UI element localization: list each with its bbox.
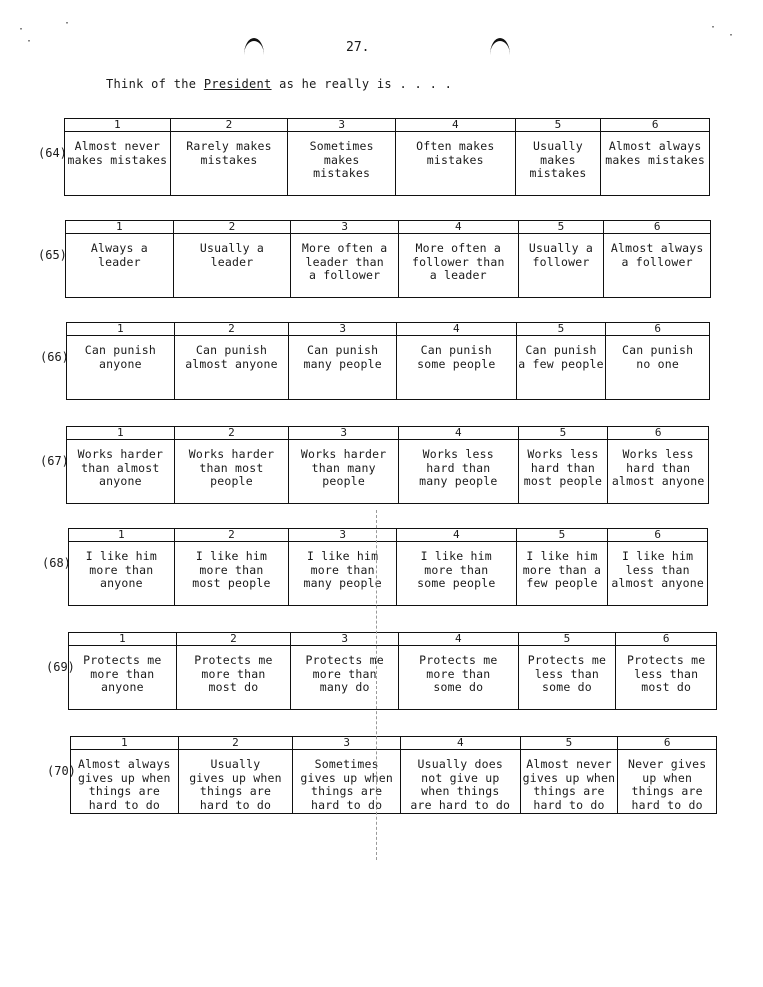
scale-number: 4	[397, 323, 516, 336]
scale-number: 1	[67, 427, 174, 440]
option-text: Usually a leader	[199, 241, 265, 269]
scan-speck: ·	[26, 36, 33, 47]
scale-number: 4	[401, 737, 520, 750]
scale-option[interactable]	[616, 633, 716, 709]
rating-item	[0, 426, 763, 514]
scan-speck: ·	[64, 18, 71, 29]
scale-number: 1	[66, 221, 173, 234]
scale-number: 5	[517, 529, 608, 542]
option-text: Often makes mistakes	[416, 139, 495, 167]
option-text: Sometimes makes mistakes	[309, 139, 374, 180]
rating-item	[0, 118, 763, 206]
item-number: (67)	[40, 454, 69, 468]
scale-number: 2	[177, 633, 291, 646]
option-text: Almost always a follower	[610, 241, 704, 269]
option-text: Works harder than almost anyone	[77, 447, 164, 488]
option-text: Can punish no one	[622, 343, 694, 371]
scale-option[interactable]	[606, 323, 709, 399]
option-text: I like him more than anyone	[85, 549, 157, 590]
scale-option[interactable]	[399, 633, 519, 709]
scale-option[interactable]	[516, 119, 602, 195]
binding-hole-mark	[244, 38, 264, 55]
rating-scale	[68, 632, 717, 710]
item-number: (69)	[46, 660, 75, 674]
scale-option[interactable]	[291, 221, 399, 297]
option-text: Rarely makes mistakes	[186, 139, 272, 167]
option-text: Works less hard than almost anyone	[611, 447, 705, 488]
scale-option[interactable]	[519, 427, 609, 503]
scale-option[interactable]	[519, 221, 605, 297]
rating-scale	[64, 118, 710, 196]
option-text: I like him more than most people	[192, 549, 271, 590]
scale-number: 3	[291, 633, 398, 646]
option-text: Almost never makes mistakes	[67, 139, 168, 167]
scale-number: 2	[179, 737, 293, 750]
scale-number: 1	[67, 323, 174, 336]
scale-number: 6	[618, 737, 716, 750]
scale-option[interactable]	[399, 221, 519, 297]
item-number: (65)	[38, 248, 67, 262]
scale-option[interactable]	[69, 633, 177, 709]
fold-line	[376, 510, 377, 860]
scale-number: 3	[293, 737, 400, 750]
item-number: (64)	[38, 146, 67, 160]
option-text: I like him more than a few people	[522, 549, 602, 590]
scale-option[interactable]	[65, 119, 171, 195]
scale-number: 2	[171, 119, 288, 132]
scale-number: 6	[608, 529, 707, 542]
scale-option[interactable]	[604, 221, 710, 297]
option-text: Works less hard than many people	[419, 447, 498, 488]
option-text: More often a leader than a follower	[301, 241, 388, 282]
scale-option[interactable]	[519, 633, 617, 709]
scale-number: 2	[175, 323, 289, 336]
scale-option[interactable]	[401, 737, 521, 813]
option-text: More often a follower than a leader	[411, 241, 505, 282]
option-text: Works harder than many people	[300, 447, 387, 488]
scale-number: 1	[69, 633, 176, 646]
scale-option[interactable]	[396, 119, 516, 195]
option-text: Works less hard than most people	[523, 447, 603, 488]
scale-option[interactable]	[289, 529, 397, 605]
option-text: Almost always makes mistakes	[605, 139, 706, 167]
option-text: Can punish anyone	[84, 343, 156, 371]
rating-item	[0, 632, 763, 720]
instruction-emphasis: President	[203, 77, 272, 91]
scale-number: 6	[608, 427, 708, 440]
scale-option[interactable]	[175, 427, 290, 503]
scale-option[interactable]	[67, 323, 175, 399]
page-number: 27.	[346, 40, 370, 55]
binding-hole-mark	[490, 38, 510, 55]
scale-number: 6	[606, 323, 709, 336]
option-text: Protects me more than many do	[305, 653, 384, 694]
scale-option[interactable]	[171, 119, 289, 195]
scale-number: 4	[399, 221, 518, 234]
option-text: Always a leader	[90, 241, 148, 269]
scale-number: 1	[69, 529, 174, 542]
scale-option[interactable]	[288, 119, 396, 195]
scale-number: 5	[519, 221, 604, 234]
scale-option[interactable]	[608, 529, 707, 605]
scale-number: 5	[517, 323, 606, 336]
option-text: Usually gives up when things are hard to do	[189, 757, 282, 812]
scale-number: 1	[65, 119, 170, 132]
item-number: (70)	[47, 764, 76, 778]
scale-number: 3	[289, 529, 396, 542]
option-text: Never gives up when things are hard to do	[627, 757, 707, 812]
item-number: (68)	[42, 556, 71, 570]
scale-number: 5	[516, 119, 601, 132]
scale-option[interactable]	[175, 323, 290, 399]
option-text: Usually makes mistakes	[529, 139, 587, 180]
scale-number: 3	[289, 427, 398, 440]
scale-number: 3	[288, 119, 395, 132]
option-text: Sometimes gives up when things are hard to do	[300, 757, 393, 812]
scale-option[interactable]	[67, 427, 175, 503]
rating-scale	[66, 322, 710, 400]
option-text: I like him more than some people	[417, 549, 496, 590]
scale-option[interactable]	[601, 119, 709, 195]
rating-scale	[65, 220, 711, 298]
scale-number: 3	[289, 323, 396, 336]
item-number: (66)	[40, 350, 69, 364]
scale-number: 4	[399, 633, 518, 646]
scale-option[interactable]	[397, 323, 517, 399]
rating-item	[0, 736, 763, 824]
rating-item	[0, 528, 763, 616]
scan-speck: ·	[18, 24, 25, 35]
scale-option[interactable]	[289, 323, 397, 399]
rating-item	[0, 322, 763, 410]
scale-option[interactable]	[291, 633, 399, 709]
rating-scale	[68, 528, 708, 606]
scale-number: 4	[399, 427, 518, 440]
rating-scale	[70, 736, 717, 814]
scale-option[interactable]	[397, 529, 517, 605]
option-text: Protects me less than some do	[527, 653, 607, 694]
option-text: Can punish some people	[417, 343, 496, 371]
option-text: Almost never gives up when things are hard to do	[522, 757, 616, 812]
scale-number: 2	[174, 221, 291, 234]
instruction-text: Think of the President as he really is . . . .	[106, 77, 453, 91]
option-text: Usually a follower	[528, 241, 594, 269]
scale-option[interactable]	[174, 221, 292, 297]
option-text: Protects me more than anyone	[83, 653, 162, 694]
scale-number: 4	[396, 119, 515, 132]
option-text: Almost always gives up when things are hard to do	[78, 757, 171, 812]
scale-option[interactable]	[71, 737, 179, 813]
scale-option[interactable]	[69, 529, 175, 605]
scale-option[interactable]	[399, 427, 519, 503]
option-text: Can punish a few people	[518, 343, 604, 371]
rating-item	[0, 220, 763, 308]
scale-number: 4	[397, 529, 516, 542]
scale-option[interactable]	[608, 427, 708, 503]
scale-number: 6	[601, 119, 709, 132]
scale-option[interactable]	[66, 221, 174, 297]
option-text: Protects me less than most do	[626, 653, 706, 694]
option-text: Protects me more than some do	[419, 653, 498, 694]
option-text: I like him less than almost anyone	[611, 549, 704, 590]
option-text: Can punish almost anyone	[185, 343, 278, 371]
scale-number: 1	[71, 737, 178, 750]
scale-number: 3	[291, 221, 398, 234]
option-text: Protects me more than most do	[194, 653, 273, 694]
scale-option[interactable]	[293, 737, 401, 813]
scan-speck: ·	[728, 30, 735, 41]
option-text: Can punish many people	[303, 343, 382, 371]
scale-option[interactable]	[179, 737, 294, 813]
rating-scale	[66, 426, 709, 504]
scale-option[interactable]	[175, 529, 290, 605]
scale-option[interactable]	[521, 737, 619, 813]
scale-option[interactable]	[289, 427, 399, 503]
scale-number: 2	[175, 529, 289, 542]
scale-number: 5	[521, 737, 618, 750]
scale-number: 5	[519, 633, 616, 646]
option-text: Works harder than most people	[188, 447, 275, 488]
scale-option[interactable]	[177, 633, 292, 709]
scale-option[interactable]	[517, 529, 609, 605]
scale-number: 2	[175, 427, 289, 440]
option-text: Usually does not give up when things are hard to do	[410, 757, 511, 812]
scale-option[interactable]	[618, 737, 716, 813]
scan-speck: ·	[710, 22, 717, 33]
scale-number: 5	[519, 427, 608, 440]
option-text: I like him more than many people	[303, 549, 382, 590]
scale-number: 6	[604, 221, 710, 234]
scale-option[interactable]	[517, 323, 607, 399]
scale-number: 6	[616, 633, 716, 646]
